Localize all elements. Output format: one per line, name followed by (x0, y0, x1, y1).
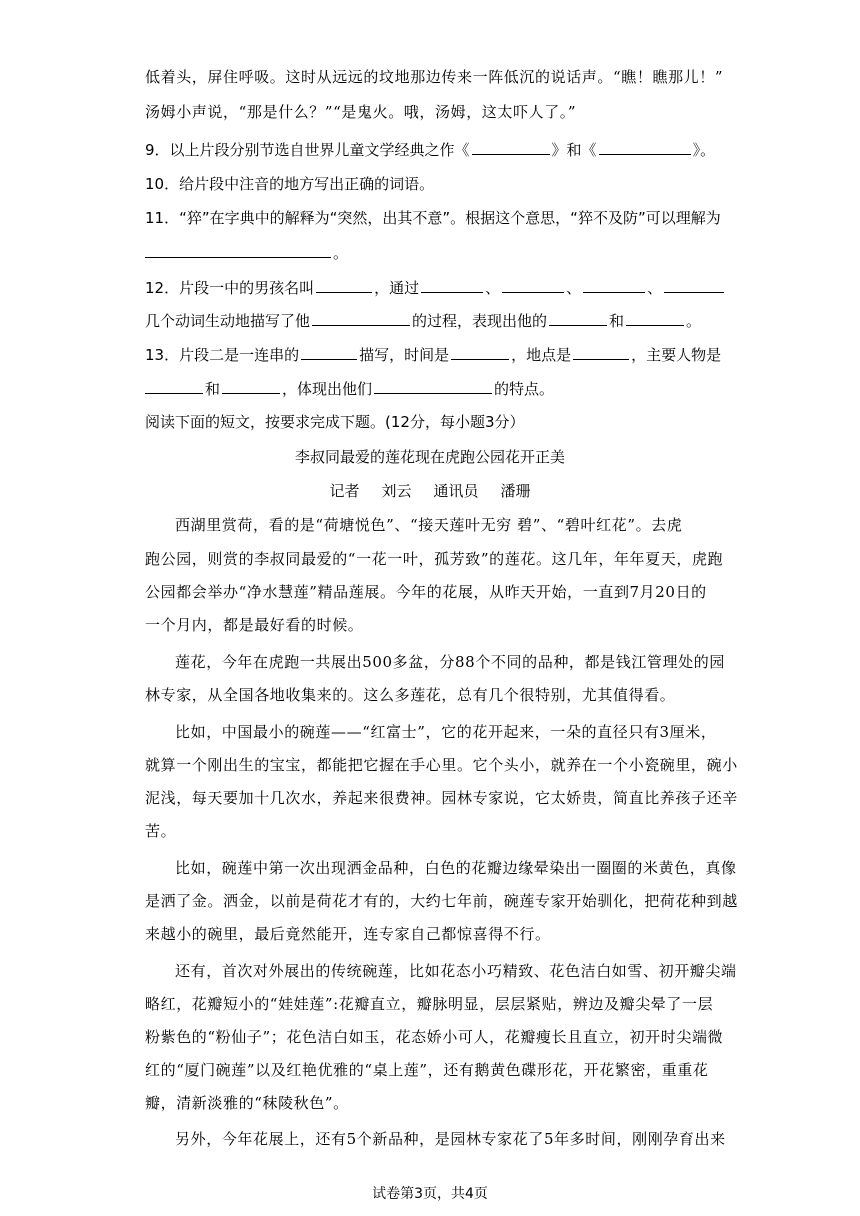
answer-blank[interactable] (472, 139, 550, 155)
article-line: 西湖里赏荷，看的是“荷塘悦色”、“接天莲叶无穷 碧”、“碧叶红花”。去虎 (175, 516, 683, 534)
answer-blank[interactable] (301, 344, 357, 360)
article-line: 就算一个刚出生的宝宝，都能把它握在手心里。它个头小，就养在一个小瓷碗里，碗小 (145, 756, 738, 774)
answer-blank[interactable] (549, 310, 607, 326)
answer-blank[interactable] (145, 242, 331, 258)
article-line: 莲花，今年在虎跑一共展出500多盆，分88个不同的品种，都是钱江管理处的园 (175, 653, 725, 671)
question-9: 9．以上片段分别节选自世界儿童文学经典之作《 》和《 》。 (145, 141, 716, 159)
question-10: 10．给片段中注音的地方写出正确的词语。 (145, 175, 435, 193)
article-line: 略红，花瓣短小的“娃娃莲”:花瓣直立，瓣脉明显，层层紧贴，辨边及瓣尖晕了一层 (145, 995, 714, 1013)
article-line: 瓣，清新淡雅的“秣陵秋色”。 (145, 1094, 349, 1112)
answer-blank[interactable] (583, 277, 645, 293)
article-line: 公园都会举办“净水慧莲”精品莲展。今年的花展，从昨天开始，一直到7月20日的 (145, 583, 707, 601)
story-line: 低着头，屏住呼吸。这时从远远的坟地那边传来一阵低沉的说话声。“瞧！瞧那儿！” (145, 68, 724, 86)
article-line: 红的“厦门碗莲”以及红艳优雅的“桌上莲”，还有鹅黄色碟形花，开花繁密，重重花 (145, 1061, 709, 1079)
article-line: 还有，首次对外展出的传统碗莲，比如花态小巧精致、花色洁白如雪、初开瓣尖端 (175, 962, 737, 980)
question-13: 13．片段二是一连串的 描写，时间是 ，地点是 ，主要人物是 (145, 346, 722, 364)
article-title: 李叔同最爱的莲花现在虎跑公园花开正美 (294, 448, 565, 466)
page-footer: 试卷第3页，共4页 (372, 1186, 488, 1202)
answer-blank[interactable] (664, 277, 724, 293)
answer-blank[interactable] (502, 277, 564, 293)
question-12-cont: 几个动词生动地描写了他 的过程，表现出他的 和 。 (145, 312, 702, 330)
answer-blank[interactable] (222, 378, 280, 394)
question-13-cont: 和 ，体现出他们 的特点。 (145, 378, 554, 400)
answer-blank[interactable] (626, 310, 684, 326)
answer-blank[interactable] (421, 277, 483, 293)
answer-blank[interactable] (316, 277, 372, 293)
answer-blank[interactable] (374, 378, 492, 394)
article-line: 是洒了金。洒金，以前是荷花才有的，大约七年前，碗莲专家开始驯化，把荷花种到越 (145, 892, 738, 910)
answer-blank[interactable] (451, 344, 509, 360)
question-12: 12．片段一中的男孩名叫 ，通过 、 、 、 (145, 277, 726, 299)
article-line: 比如，中国最小的碗莲——“红富士”，它的花开起来，一朵的直径只有3厘米， (175, 723, 717, 741)
article-line: 泥浅，每天要加十几次水，养起来很费神。园林专家说，它太娇贵，简直比养孩子还辛 (145, 789, 738, 807)
article-line: 苦。 (145, 822, 177, 840)
article-line: 粉紫色的“粉仙子”；花色洁白如玉，花态娇小可人，花瓣瘦长且直立，初开时尖端微 (145, 1028, 724, 1046)
article-line: 林专家，从全国各地收集来的。这么多莲花，总有几个很特别，尤其值得看。 (145, 686, 676, 704)
article-line: 跑公园，则赏的李叔同最爱的“一花一叶，孤芳致”的莲花。这几年，年年夏天，虎跑 (145, 550, 724, 568)
article-line: 另外，今年花展上，还有5个新品种，是园林专家花了5年多时间，刚刚孕育出来 (175, 1130, 726, 1148)
article-line: 一个月内，都是最好看的时候。 (145, 616, 364, 634)
story-line: 汤姆小声说，“那是什么？”“是鬼火。哦，汤姆，这太吓人了。” (145, 103, 577, 121)
question-11: 11．“猝”在字典中的解释为“突然，出其不意”。根据这个意思，“猝不及防”可以理解为 (145, 209, 721, 227)
article-line: 来越小的碗里，最后竟然能开，连专家自己都惊喜得不行。 (145, 925, 551, 943)
answer-blank[interactable] (599, 139, 691, 155)
article-line: 比如，碗莲中第一次出现洒金品种，白色的花瓣边缘晕染出一圈圈的米黄色，真像 (175, 859, 737, 877)
article-byline: 记者 刘云 通讯员 潘珊 (329, 482, 531, 500)
answer-blank[interactable] (145, 378, 203, 394)
answer-blank[interactable] (312, 310, 410, 326)
answer-blank[interactable] (573, 344, 629, 360)
question-11-answer-line: 。 (145, 242, 348, 264)
reading-instruction: 阅读下面的短文，按要求完成下题。(12分，每小题3分） (145, 413, 525, 431)
